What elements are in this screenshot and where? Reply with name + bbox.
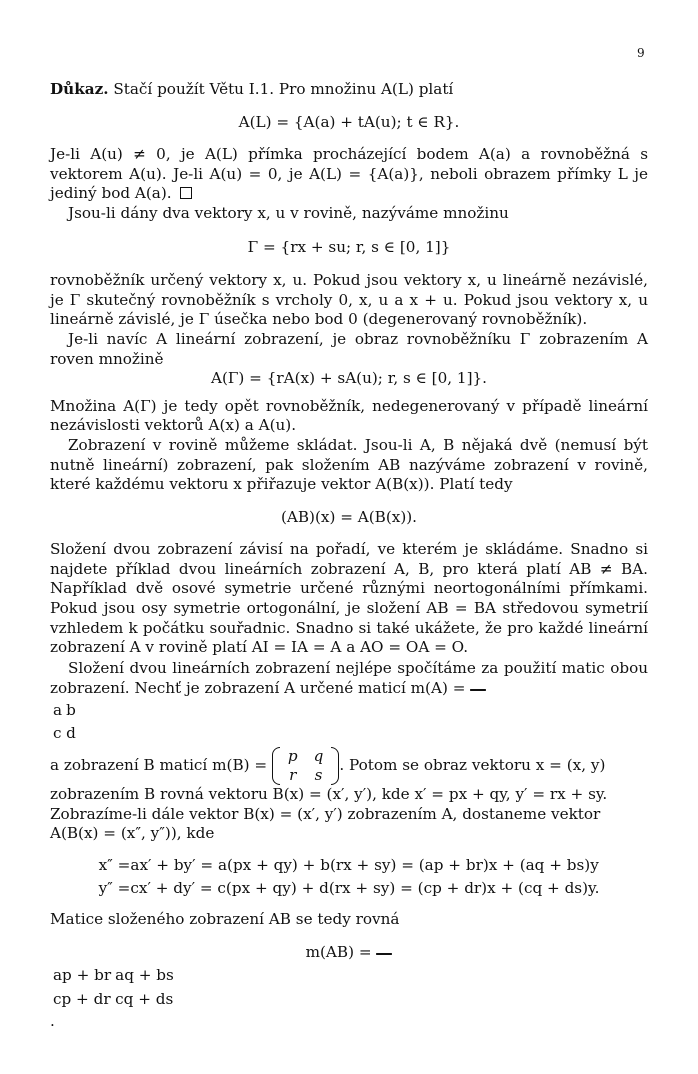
equation-composite-matrix bbox=[50, 943, 648, 963]
paragraph-composition-order: Složení dvou zobrazení závisí na pořadí, ve kterém je skládáme. Snadno si najdete příklad dvou lineárních zobrazení A, B, pro která platí AB ≠ BA. Například dvě osové symetrie určené různými neortogonálními přímkami. Pokud jsou osy symetrie ortogonální, je složení AB = BA středovou symetrií vzhledem k počátku souřadnic. Snadno si také ukážete, že pro každé lineární zobrazení A v rovině platí AI = IA = A a AO = OA = O. bbox=[50, 540, 648, 657]
paragraph-matrices bbox=[50, 658, 648, 698]
matrix-b-cell: p bbox=[287, 747, 298, 766]
matrix-b-cell: r bbox=[289, 766, 297, 785]
matrix-b bbox=[272, 747, 339, 785]
matrix-a-cell: a bbox=[53, 700, 63, 719]
page-content bbox=[50, 80, 648, 1032]
equation-composition: (AB)(x) = A(B(x)). bbox=[281, 507, 417, 526]
matrices-text-3: m(B) = bbox=[212, 756, 268, 775]
paragraph-composite-matrix: Matice složeného zobrazení AB se tedy rovná bbox=[50, 909, 400, 928]
equation-line-2-right: cx′ + dy′ = c(px + qy) + d(rx + sy) = (cp + dr)x + (cq + ds)y. bbox=[130, 878, 600, 897]
matrix-a-cell: b bbox=[66, 700, 76, 719]
matrices-text-1: Složení dvou lineárních zobrazení nejlépe spočítáme za použití matic obou zobrazení. Nechť je zobrazení A určené maticí m(A) = bbox=[50, 658, 648, 697]
matrices-text-2: a zobrazení B maticí bbox=[50, 756, 208, 775]
matrix-b-cell: q bbox=[313, 747, 324, 766]
matrix-b-cell: s bbox=[314, 766, 323, 785]
paragraph-parallelogram-intro: Jsou-li dány dva vektory x, u v rovině, nazýváme množinu bbox=[68, 203, 509, 222]
proof-label: Důkaz. bbox=[50, 80, 109, 98]
matrix-a-cell: d bbox=[66, 724, 76, 743]
equation-line-1-right: ax′ + by′ = a(px + qy) + b(rx + sy) = (ap + br)x + (aq + bs)y bbox=[130, 855, 599, 874]
page-number: 9 bbox=[637, 46, 645, 60]
equation-parallelogram: Γ = {rx + su; r, s ∈ [0, 1]} bbox=[247, 237, 451, 256]
equation-line-2-left: y″ = bbox=[98, 878, 131, 897]
matrix-ab-cell: ap + br bbox=[53, 966, 112, 984]
matrix-ab-cell: aq + bs bbox=[115, 966, 174, 984]
equation-image-of-parallelogram: A(Γ) = {rA(x) + sA(u); r, s ∈ [0, 1]}. bbox=[210, 369, 488, 388]
equation-line-1-left: x″ = bbox=[98, 855, 131, 874]
composite-matrix-label: m(AB) = bbox=[305, 943, 372, 962]
paragraph-image-of-line-text: Je-li A(u) ≠ 0, je A(L) přímka procházející bodem A(a) a rovnoběžná s vektorem A(u). Je-li A(u) = 0, je A(L) = {A(a)}, neboli obrazem přímky L je jediný bod A(a). bbox=[50, 145, 648, 203]
paragraph-linear-image: Je-li navíc A lineární zobrazení, je obraz rovnoběžníku Γ zobrazením A roven množině bbox=[50, 329, 648, 368]
paragraph-image-of-line bbox=[50, 145, 648, 204]
paragraph-composition: Zobrazení v rovině můžeme skládat. Jsou-li A, B nějaká dvě (nemusí být nutně lineární) zobrazení, pak složením AB nazýváme zobrazení v rovině, které každému vektoru x přiřazuje vektor A(B(x)). Platí tedy bbox=[50, 435, 648, 494]
proof-intro bbox=[50, 80, 648, 100]
matrix-ab-cell: cp + dr bbox=[53, 989, 111, 1008]
composite-matrix-period: . bbox=[50, 1012, 55, 1031]
matrix-ab-cell: cq + ds bbox=[115, 989, 174, 1008]
qed-icon bbox=[180, 187, 192, 199]
paragraph-image-parallelogram: Množina A(Γ) je tedy opět rovnoběžník, nedegenerovaný v případě lineární nezávislosti vektorů A(x) a A(u). bbox=[50, 396, 648, 435]
paragraph-parallelogram-definition: rovnoběžník určený vektory x, u. Pokud jsou vektory x, u lineárně nezávislé, je Γ skutečný rovnoběžník s vrcholy 0, x, u a x + u. Pokud jsou vektory x, u lineárně závislé, je Γ úsečka nebo bod 0 (degenerovaný rovnoběžník). bbox=[50, 271, 648, 329]
equation-image-of-line: A(L) = {A(a) + tA(u); t ∈ R}. bbox=[238, 112, 460, 131]
proof-intro-text: Stačí použít Větu I.1. Pro množinu A(L) platí bbox=[108, 80, 454, 98]
matrices-text-4: . Potom se obraz vektoru x = (x, y) zobrazením B rovná vektoru B(x) = (x′, y′), kde x′ = px + qy, y′ = rx + sy. Zobrazíme-li dále vektor B(x) = (x′, y′) zobrazením A, dostaneme vektor A(B(x) = (x″, y″)), kde bbox=[50, 756, 608, 843]
matrix-a-cell: c bbox=[53, 724, 62, 743]
equation-array-composition bbox=[99, 854, 600, 900]
